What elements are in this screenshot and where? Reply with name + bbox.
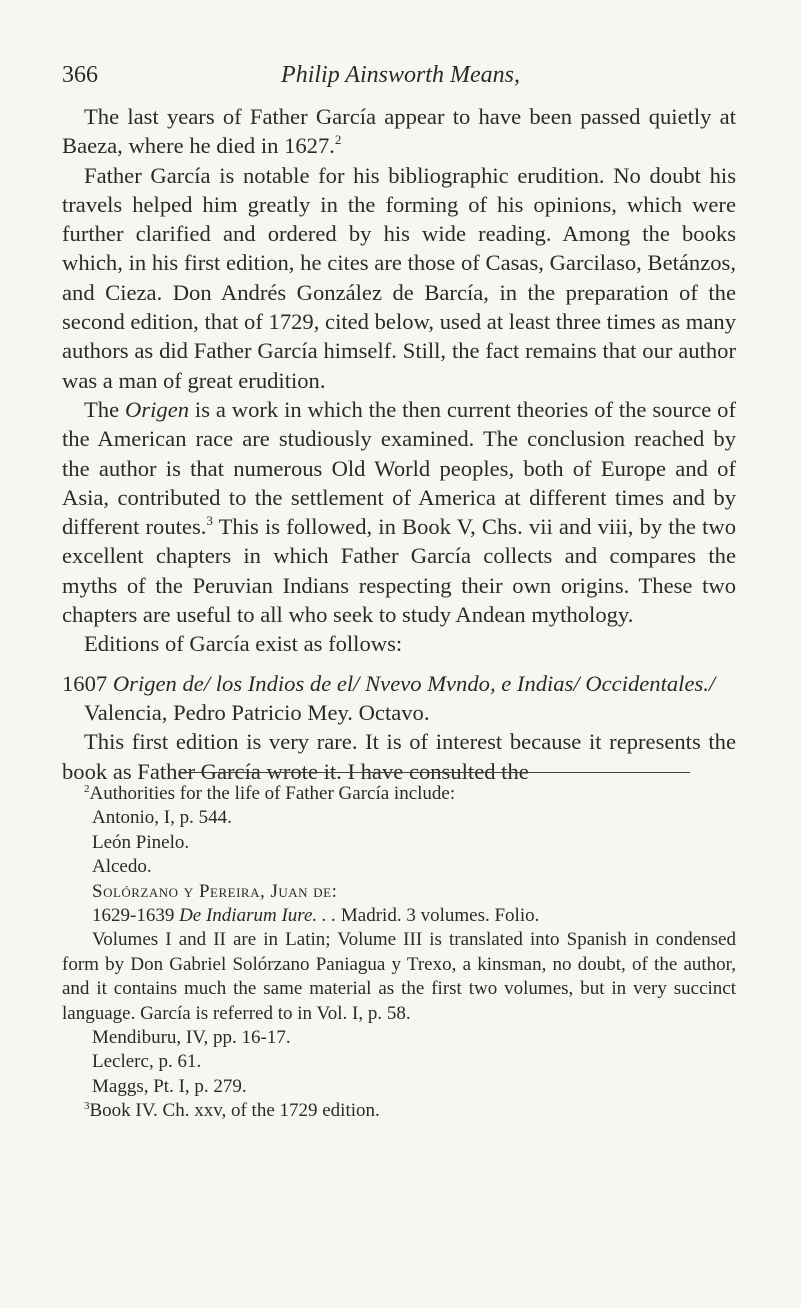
footnote-2-item: Antonio, I, p. 544.	[92, 807, 232, 829]
footnote-3	[62, 1099, 736, 1123]
footnote-2-mark: 2	[84, 783, 90, 795]
footnote-2-dates: 1629-1639	[92, 905, 180, 927]
footnote-ref-3: 3	[206, 513, 213, 529]
footnote-2-text: Volumes I and II are in Latin; Volume III is translated into Spanish in condensed form by Don Gabriel Solórzano Paniagua y Trexo, a kinsman, no doubt, of the author, and it contains much the same material as the first two volumes, but in very succinct language. García is referred to in Vol. I, p. 58.	[62, 929, 736, 1024]
work-title: Origen	[125, 396, 190, 422]
paragraph-3-tail: This is followed, in Book V, Chs. vii and viii, by the two excellent chapters in which Father García collects and compares the myths of the Peruvian Indians respecting their own origins. These two chapters are useful to all who seek to study Andean mythology.	[62, 514, 736, 628]
footnote-2-work-title: De Indiarum Iure. . .	[179, 905, 337, 927]
footnote-divider	[180, 772, 690, 773]
footnote-2-work	[62, 904, 736, 928]
footnote-2-item: León Pinelo.	[92, 831, 190, 853]
footnote-3-text: Book IV. Ch. xxv, of the 1729 edition.	[89, 1100, 380, 1122]
paragraph-3	[62, 395, 736, 629]
footnote-2-item: Alcedo.	[92, 856, 152, 878]
paragraph-5: This first edition is very rare. It is of interest because it represents the book as Father García wrote it. I have consulted the	[62, 729, 736, 784]
footnote-2-intro-text: Authorities for the life of Father García include:	[89, 783, 456, 804]
paragraph-3-text: is a work in which the then current theories of the source of the American race are studiously examined. The conclusion reached by the author is that numerous Old World peoples, both of Europe and of Asia, contributed to the settlement of America at different times and by different routes.	[62, 396, 736, 540]
paragraph-1-text: The last years of Father García appear to have been passed quietly at Baeza, where he died in 1627.	[62, 104, 736, 159]
body-text	[62, 102, 736, 786]
footnote-3-mark: 3	[84, 1100, 90, 1113]
paragraph-4: Editions of García exist as follows:	[84, 631, 403, 657]
paragraph-3-pre: The	[84, 396, 126, 422]
footnote-2-work-rest: Madrid. 3 volumes. Folio.	[336, 905, 540, 927]
edition-imprint: Valencia, Pedro Patricio Mey. Octavo.	[84, 699, 430, 725]
footnote-2-item: Maggs, Pt. I, p. 279.	[92, 1075, 247, 1097]
paragraph-1	[62, 102, 736, 161]
footnote-2-intro	[62, 782, 736, 806]
edition-entry	[62, 669, 736, 698]
footnote-2-item: Mendiburu, IV, pp. 16-17.	[92, 1027, 291, 1049]
paragraph-2: Father García is notable for his bibliographic erudition. No doubt his travels helped him greatly in the forming of his opinions, which were further clarified and ordered by his wide reading. Among the books which, in his first edition, he cites are those of Casas, Garcilaso, Betánzos, and Cieza. Don Andrés González de Barcía, in the preparation of the second edition, that of 1729, cited below, used at least three times as many authors as did Father García himself. Still, the fact remains that our author was a man of great erudition.	[62, 162, 736, 393]
footnote-ref-2: 2	[334, 132, 342, 148]
footnote-2-solorzano: Solórzano y Pereira, Juan de:	[92, 880, 338, 902]
running-title: Philip Ainsworth Means,	[281, 62, 520, 88]
page-number: 366	[62, 62, 98, 88]
footnotes	[62, 782, 736, 1124]
footnote-2-item: Leclerc, p. 61.	[92, 1051, 202, 1073]
page-header	[62, 60, 739, 100]
edition-title: Origen de/ los Indios de el/ Nvevo Mvndo, e Indias/ Occidentales./	[112, 670, 716, 696]
edition-year: 1607	[62, 670, 108, 696]
